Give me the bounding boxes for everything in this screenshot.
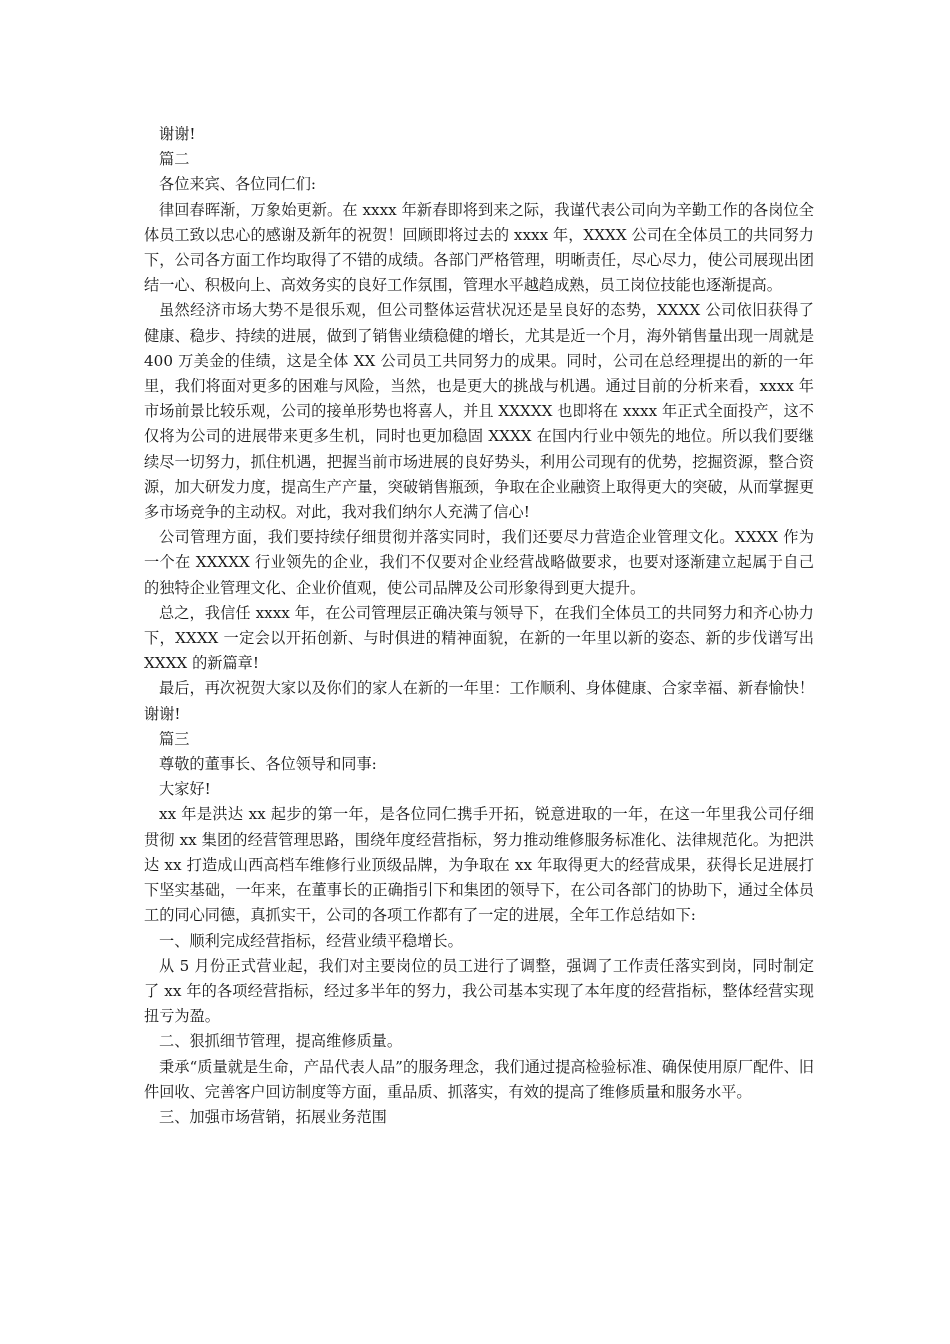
list-heading-1: 一、顺利完成经营指标，经营业绩平稳增长。 xyxy=(159,931,463,950)
body-paragraph: 最后，再次祝贺大家以及你们的家人在新的一年里：工作顺利、身体健康、合家幸福、新春愉快！谢谢! xyxy=(144,679,814,723)
greeting: 大家好! xyxy=(159,780,211,799)
closing-thanks: 谢谢! xyxy=(159,125,196,143)
body-paragraph: 律回春晖渐，万象始更新。在 xxxx 年新春即将到来之际，我谨代表公司向为辛勤工作的各岗位全体员工致以忠心的感谢及新年的祝贺！回顾即将过去的 xxxx 年，XXXX 公司在全体员工的共同努力下，公司各方面工作均取得了不错的成绩。各部门严格管理，明晰责任，尽心尽力，使公司展现出团结一心、积极向上、高效务实的良好工作氛围，管理水平越趋成熟，员工岗位技能也逐渐提高。 xyxy=(144,200,814,295)
section-heading-part3: 篇三 xyxy=(159,729,190,748)
body-paragraph: 从 5 月份正式营业起，我们对主要岗位的员工进行了调整，强调了工作责任落实到岗，同时制定了 xx 年的各项经营指标，经过多半年的努力，我公司基本实现了本年度的经营指标，整体经营实现扭亏为盈。 xyxy=(144,956,814,1026)
salutation: 尊敬的董事长、各位领导和同事: xyxy=(159,755,377,774)
list-heading-3: 三、加强市场营销，拓展业务范围 xyxy=(159,1107,387,1126)
body-paragraph: 总之，我信任 xxxx 年，在公司管理层正确决策与领导下，在我们全体员工的共同努力和齐心协力下，XXXX 一定会以开拓创新、与时俱进的精神面貌，在新的一年里以新的姿态、新的步伐谱写出 XXXX 的新篇章! xyxy=(144,603,814,673)
section-heading-part2: 篇二 xyxy=(159,150,190,169)
list-heading-2: 二、狠抓细节管理，提高维修质量。 xyxy=(159,1032,402,1051)
document-page xyxy=(144,122,814,1130)
salutation: 各位来宾、各位同仁们: xyxy=(159,175,316,194)
body-paragraph: 公司管理方面，我们要持续仔细贯彻并落实同时，我们还要尽力营造企业管理文化。XXXX 作为一个在 XXXXX 行业领先的企业，我们不仅要对企业经营战略做要求，也要对逐渐建立起属于自己的独特企业管理文化、企业价值观，使公司品牌及公司形象得到更大提升。 xyxy=(144,528,814,597)
body-paragraph: xx 年是洪达 xx 起步的第一年，是各位同仁携手开拓，锐意进取的一年，在这一年里我公司仔细贯彻 xx 集团的经营管理思路，围绕年度经营指标，努力推动维修服务标准化、法律规范化。为把洪达 xx 打造成山西高档车维修行业顶级品牌，为争取在 xx 年取得更大的经营成果，获得长足进展打下坚实基础，一年来，在董事长的正确指引下和集团的领导下，在公司各部门的协助下，通过全体员工的同心同德，真抓实干，公司的各项工作都有了一定的进展，全年工作总结如下: xyxy=(144,805,814,925)
body-paragraph: 虽然经济市场大势不是很乐观，但公司整体运营状况还是呈良好的态势，XXXX 公司依旧获得了健康、稳步、持续的进展，做到了销售业绩稳健的增长，尤其是近一个月，海外销售量出现一周就是 400 万美金的佳绩，这是全体 XX 公司员工共同努力的成果。同时，公司在总经理提出的新的一年里，我们将面对更多的困难与风险，当然，也是更大的挑战与机遇。通过目前的分析来看，xxxx 年市场前景比较乐观，公司的接单形势也将喜人，并且 XXXXX 也即将在 xxxx 年正式全面投产，这不仅将为公司的进展带来更多生机，同时也更加稳固 XXXX 在国内行业中领先的地位。所以我们要继续尽一切努力，抓住机遇，把握当前市场进展的良好势头，利用公司现有的优势，挖掘资源，整合资源，加大研发力度，提高生产产量，突破销售瓶颈，争取在企业融资上取得更大的突破，从而掌握更多市场竞争的主动权。对此，我对我们纳尔人充满了信心! xyxy=(144,301,814,522)
body-paragraph: 秉承“质量就是生命，产品代表人品”的服务理念，我们通过提高检验标准、确保使用原厂配件、旧件回收、完善客户回访制度等方面，重品质、抓落实，有效的提高了维修质量和服务水平。 xyxy=(144,1057,814,1101)
